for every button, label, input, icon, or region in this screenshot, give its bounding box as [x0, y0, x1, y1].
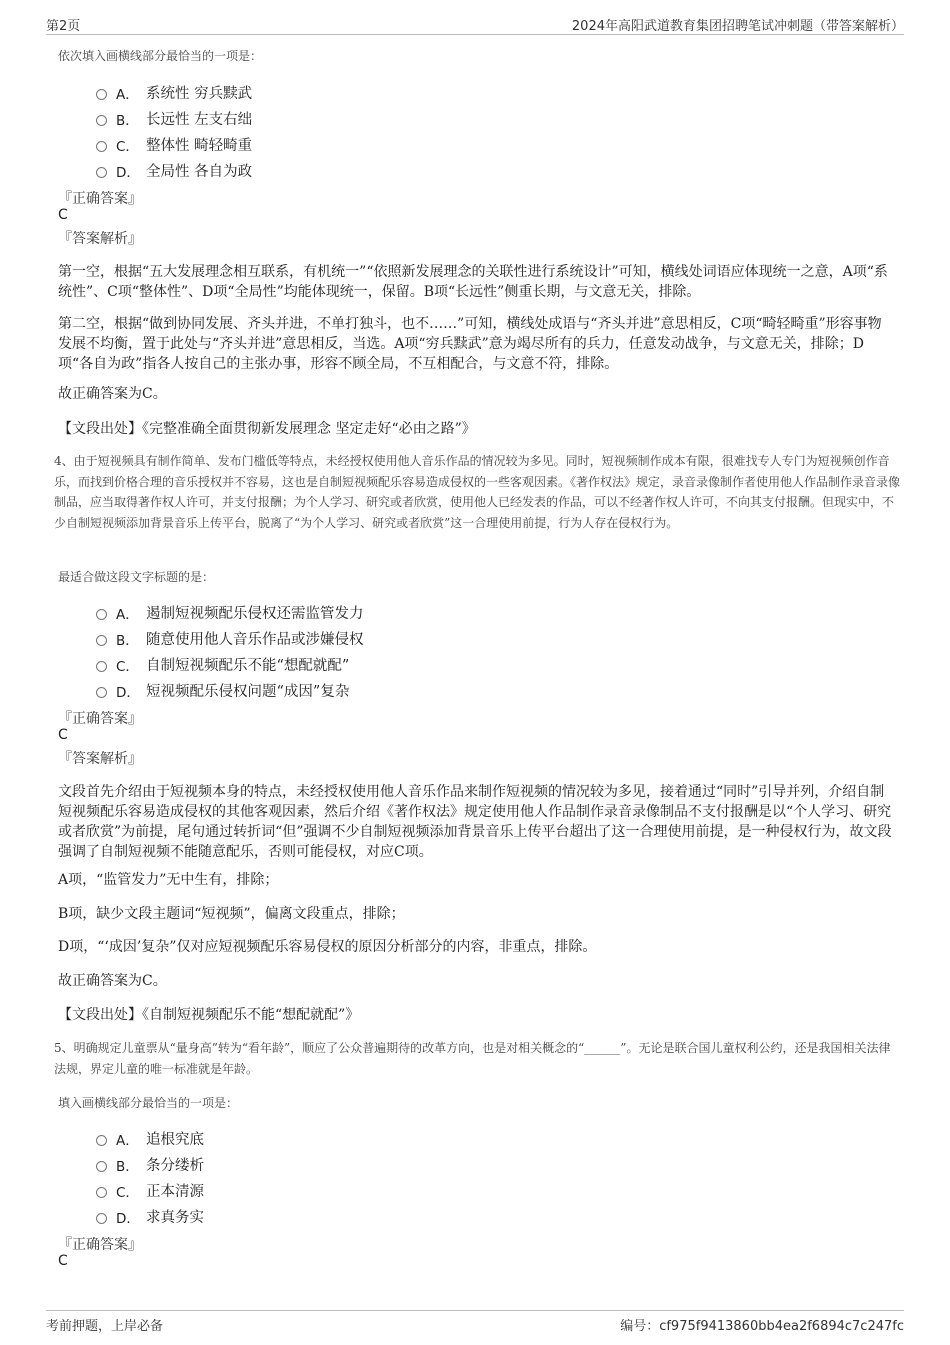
q4-analysis-option-b: B项，缺少文段主题词“短视频”，偏离文段重点，排除； [58, 906, 405, 922]
q3-option-c[interactable]: C． 整体性 畸轻畸重 [96, 134, 252, 155]
q4-source [58, 1004, 359, 1024]
page-header [46, 12, 904, 35]
radio-icon[interactable] [96, 1213, 107, 1224]
q4-option-c[interactable]: C． 自制短视频配乐不能“想配就配” [96, 654, 349, 675]
source-title: 《完整准确全面贯彻新发展理念 坚定走好“必由之路”》 [142, 421, 476, 437]
document-code: 编号：cf975f9413860bb4ea2f6894c7c247fc [620, 1319, 904, 1334]
q4-analysis-paragraph-1: 文段首先介绍由于短视频本身的特点，未经授权使用他人音乐作品来制作短视频的情况较为多见，接着通过“同时”引导并列，介绍自制短视频配乐容易造成侵权的其他客观因素，然后介绍《著作权法》规定使用他人作品制作录音录像制品不支付报酬是以“个人学习、研究或者欣赏”为前提，尾句通过转折词“但”强调不少自制短视频添加背景音乐上传平台超出了这一合理使用前提，是一种侵权行为，故文段强调了自制短视频不能随意配乐，否则可能侵权，对应C项。 [58, 784, 892, 860]
radio-icon[interactable] [96, 1135, 107, 1146]
radio-icon[interactable] [96, 89, 107, 100]
radio-icon[interactable] [96, 687, 107, 698]
q4-analysis-option-d: D项，“‘成因’复杂”仅对应短视频配乐容易侵权的原因分析部分的内容，非重点，排除。 [58, 939, 597, 955]
radio-icon[interactable] [96, 141, 107, 152]
radio-icon[interactable] [96, 115, 107, 126]
q3-answer: C [58, 207, 68, 223]
document-title: 2024年高阳武道教育集团招聘笔试冲刺题（带答案解析） [571, 19, 904, 34]
q3-analysis-paragraph-1: 第一空，根据“五大发展理念相互联系，有机统一”“依照新发展理念的关联性进行系统设计”可知，横线处词语应体现统一之意，A项“系统性”、C项“整体性”、D项“全局性”均能体现统一，保留。B项“长远性”侧重长期，与文意无关，排除。 [58, 264, 888, 300]
source-label: 【文段出处】 [58, 1007, 142, 1023]
q3-analysis-conclusion: 故正确答案为C。 [58, 386, 167, 402]
radio-icon[interactable] [96, 1187, 107, 1198]
q5-option-d[interactable]: D． 求真务实 [96, 1206, 204, 1227]
q5-answer-heading: 『正确答案』 [58, 1237, 142, 1253]
q3-option-b[interactable]: B． 长远性 左支右绌 [96, 108, 252, 129]
page-number: 第2页 [46, 19, 81, 34]
q4-analysis-option-a: A项，“监管发力”无中生有，排除； [58, 872, 279, 888]
q3-analysis-heading: 『答案解析』 [58, 231, 142, 247]
q5-answer: C [58, 1253, 68, 1269]
source-title: 《自制短视频配乐不能“想配就配”》 [142, 1007, 360, 1023]
q4-stem: 4、由于短视频具有制作简单、发布门槛低等特点，未经授权使用他人音乐作品的情况较为多见。同时，短视频制作成本有限，很难找专人专门为短视频创作音乐，而找到价格合理的音乐授权并不容易，这也是自制短视频配乐容易造成侵权的一些客观因素。《著作权法》规定，录音录像制作者使用他人作品制作录音录像制品，应当取得著作权人许可，并支付报酬；为个人学习、研究或者欣赏，使用他人已经发表的作品，可以不经著作权人许可，不向其支付报酬。但现实中，不少自制短视频添加背景音乐上传平台，脱离了“为个人学习、研究或者欣赏”这一合理使用前提，行为人存在侵权行为。 [54, 454, 901, 530]
q3-answer-heading: 『正确答案』 [58, 191, 142, 207]
q5-stem: 5、明确规定儿童票从“量身高”转为“看年龄”，顺应了公众普遍期待的改革方向，也是对相关概念的“______”。无论是联合国儿童权利公约，还是我国相关法律法规，界定儿童的唯一标准就是年龄。 [54, 1041, 891, 1076]
q3-prompt: 依次填入画横线部分最恰当的一项是： [58, 49, 263, 63]
q3-analysis-paragraph-2: 第二空，根据“做到协同发展、齐头并进，不单打独斗，也不……”可知，横线处成语与“齐头并进”意思相反，C项“畸轻畸重”形容事物发展不均衡，置于此处与“齐头并进”意思相反，当选。A项“穷兵黩武”意为竭尽所有的兵力，任意发动战争，与文意无关，排除；D项“各自为政”指各人按自己的主张办事，形容不顾全局，不互相配合，与文意不符，排除。 [58, 316, 882, 372]
radio-icon[interactable] [96, 167, 107, 178]
page-footer [46, 1310, 904, 1335]
q4-option-d[interactable]: D． 短视频配乐侵权问题“成因”复杂 [96, 680, 349, 701]
q4-option-b[interactable]: B． 随意使用他人音乐作品或涉嫌侵权 [96, 628, 364, 649]
q4-prompt: 最适合做这段文字标题的是： [58, 570, 215, 584]
q5-option-a[interactable]: A． 追根究底 [96, 1128, 204, 1149]
q5-prompt: 填入画横线部分最恰当的一项是： [58, 1096, 239, 1110]
radio-icon[interactable] [96, 661, 107, 672]
footer-slogan: 考前押题，上岸必备 [46, 1319, 164, 1334]
radio-icon[interactable] [96, 635, 107, 646]
q5-option-c[interactable]: C． 正本清源 [96, 1180, 204, 1201]
q3-option-d[interactable]: D． 全局性 各自为政 [96, 160, 252, 181]
radio-icon[interactable] [96, 1161, 107, 1172]
q3-option-a[interactable]: A． 系统性 穷兵黩武 [96, 82, 252, 103]
q4-answer-heading: 『正确答案』 [58, 711, 142, 727]
q4-option-a[interactable]: A． 遏制短视频配乐侵权还需监管发力 [96, 602, 364, 623]
source-label: 【文段出处】 [58, 421, 142, 437]
q5-option-b[interactable]: B． 条分缕析 [96, 1154, 204, 1175]
q3-source [58, 418, 476, 438]
q4-answer: C [58, 727, 68, 743]
q4-analysis-conclusion: 故正确答案为C。 [58, 973, 167, 989]
radio-icon[interactable] [96, 609, 107, 620]
q4-analysis-heading: 『答案解析』 [58, 751, 142, 767]
